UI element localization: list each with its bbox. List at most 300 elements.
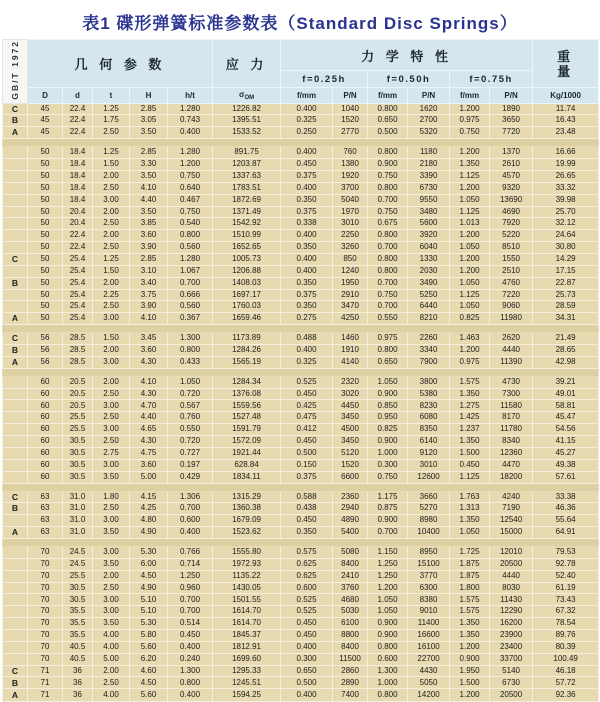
table-cell: 2.00 [93, 376, 130, 388]
table-cell: 0.400 [281, 641, 333, 653]
table-cell: 0.560 [168, 301, 213, 313]
table-cell: 0.467 [168, 194, 213, 206]
table-cell: 2.50 [93, 436, 130, 448]
table-cell: 4440 [490, 570, 533, 582]
table-cell: 4.10 [130, 182, 168, 194]
table-cell: 0.720 [168, 436, 213, 448]
table-cell: 1697.17 [213, 289, 281, 301]
table-cell: 4.65 [130, 424, 168, 436]
table-row [3, 665, 599, 677]
table-cell: 36 [63, 677, 93, 689]
table-row [3, 206, 599, 218]
series-marker: C [3, 333, 28, 345]
table-cell: 1380 [333, 159, 368, 171]
table-cell: 6.00 [130, 558, 168, 570]
table-cell: 2620 [490, 333, 533, 345]
table-cell: 25.4 [63, 265, 93, 277]
sigma-subscript: OM [244, 95, 255, 102]
table-cell: 35.5 [63, 606, 93, 618]
table-cell: 1.200 [450, 253, 490, 265]
table-cell: 1.350 [450, 630, 490, 642]
table-cell: 3.00 [93, 400, 130, 412]
table-cell: 0.450 [281, 630, 333, 642]
table-cell: 0.150 [281, 459, 333, 471]
col-H: H [130, 88, 168, 103]
table-cell: 1203.87 [213, 159, 281, 171]
series-marker [3, 582, 28, 594]
table-cell: 1.050 [450, 301, 490, 313]
table-cell: 3760 [333, 582, 368, 594]
table-cell: 1.313 [450, 503, 490, 515]
table-cell: 4470 [490, 459, 533, 471]
table-cell: 3.85 [130, 218, 168, 230]
table-cell: 7900 [408, 356, 450, 368]
table-cell: 1.000 [368, 677, 408, 689]
table-row [3, 547, 599, 559]
table-cell: 16600 [408, 630, 450, 642]
table-cell: 1.575 [450, 376, 490, 388]
table-cell: 2.50 [93, 582, 130, 594]
series-marker [3, 170, 28, 182]
table-cell: 1.425 [450, 412, 490, 424]
table-cell: 1594.25 [213, 689, 281, 701]
table-row [3, 103, 599, 115]
table-cell: 2180 [408, 159, 450, 171]
table-cell: 0.750 [168, 170, 213, 182]
table-cell: 1.350 [450, 618, 490, 630]
table-cell: 1.500 [450, 677, 490, 689]
table-cell: 0.760 [168, 412, 213, 424]
series-marker [3, 218, 28, 230]
table-cell: 1.50 [93, 333, 130, 345]
table-cell: 1.875 [450, 558, 490, 570]
table-cell: 628.84 [213, 459, 281, 471]
table-cell: 0.714 [168, 558, 213, 570]
table-cell: 1.575 [450, 594, 490, 606]
series-marker [3, 630, 28, 642]
table-cell: 0.450 [281, 436, 333, 448]
table-cell: 0.975 [368, 333, 408, 345]
table-row [3, 242, 599, 254]
table-cell: 0.240 [168, 653, 213, 665]
table-cell: 35.5 [63, 630, 93, 642]
table-cell: 49.38 [533, 459, 599, 471]
table-cell: 3.40 [130, 277, 168, 289]
table-cell: 3470 [333, 301, 368, 313]
table-cell: 3.60 [130, 230, 168, 242]
table-cell: 0.450 [450, 459, 490, 471]
table-cell: 31.0 [63, 515, 93, 527]
table-cell: 58.81 [533, 400, 599, 412]
table-cell: 1910 [333, 345, 368, 357]
table-cell: 4730 [490, 376, 533, 388]
table-cell: 1.50 [93, 265, 130, 277]
table-cell: 2.50 [93, 242, 130, 254]
table-cell: 45.47 [533, 412, 599, 424]
table-cell: 5050 [408, 677, 450, 689]
table-row [3, 301, 599, 313]
table-header [3, 40, 599, 104]
table-row [3, 253, 599, 265]
table-cell: 0.727 [168, 447, 213, 459]
table-cell: 4690 [490, 206, 533, 218]
table-cell: 1.125 [450, 471, 490, 483]
table-cell: 1614.70 [213, 606, 281, 618]
table-cell: 0.800 [368, 265, 408, 277]
table-cell: 1.125 [450, 170, 490, 182]
table-cell: 19.99 [533, 159, 599, 171]
table-cell: 15100 [408, 558, 450, 570]
table-cell: 7400 [333, 689, 368, 701]
table-cell: 8340 [490, 436, 533, 448]
table-cell: 1.250 [368, 558, 408, 570]
table-cell: 0.375 [281, 206, 333, 218]
series-marker [3, 194, 28, 206]
series-marker: A [3, 127, 28, 139]
table-cell: 0.800 [168, 345, 213, 357]
table-cell: 1.200 [168, 159, 213, 171]
table-cell: 1.125 [450, 289, 490, 301]
table-cell: 1620 [408, 103, 450, 115]
table-cell: 1.200 [450, 182, 490, 194]
table-cell: 60 [28, 459, 63, 471]
table-cell: 25.73 [533, 289, 599, 301]
table-cell: 0.450 [281, 618, 333, 630]
table-row [3, 147, 599, 159]
table-cell: 89.76 [533, 630, 599, 642]
table-cell: 28.5 [63, 356, 93, 368]
table-cell: 45.27 [533, 447, 599, 459]
table-cell: 0.350 [281, 277, 333, 289]
table-cell: 5380 [408, 388, 450, 400]
table-cell: 1.50 [93, 159, 130, 171]
table-cell: 0.400 [281, 103, 333, 115]
table-cell: 1890 [490, 103, 533, 115]
table-cell: 18.4 [63, 147, 93, 159]
series-marker [3, 558, 28, 570]
table-cell: 4.90 [130, 582, 168, 594]
table-cell: 25.4 [63, 301, 93, 313]
table-cell: 9120 [408, 447, 450, 459]
table-row [3, 127, 599, 139]
table-cell: 3770 [408, 570, 450, 582]
table-cell: 6040 [408, 242, 450, 254]
table-cell: 23.48 [533, 127, 599, 139]
table-cell: 0.540 [168, 218, 213, 230]
table-cell: 4.10 [130, 376, 168, 388]
table-cell: 31.0 [63, 491, 93, 503]
table-cell: 3020 [333, 388, 368, 400]
table-row [3, 630, 599, 642]
separator-row [3, 483, 599, 491]
table-cell: 1376.08 [213, 388, 281, 400]
table-cell: 1510.99 [213, 230, 281, 242]
table-cell: 30.80 [533, 242, 599, 254]
table-cell: 50 [28, 230, 63, 242]
table-cell: 1.250 [368, 570, 408, 582]
table-cell: 0.567 [168, 400, 213, 412]
table-row [3, 170, 599, 182]
table-cell: 6440 [408, 301, 450, 313]
table-cell: 0.640 [168, 182, 213, 194]
table-cell: 1206.88 [213, 265, 281, 277]
table-cell: 1.250 [168, 570, 213, 582]
series-marker: C [3, 103, 28, 115]
table-cell: 4.40 [130, 194, 168, 206]
table-cell: 1.200 [450, 689, 490, 701]
table-cell: 22.4 [63, 127, 93, 139]
header-weight [533, 40, 599, 88]
table-cell: 60 [28, 424, 63, 436]
series-marker [3, 388, 28, 400]
table-cell: 1.050 [168, 376, 213, 388]
series-marker: C [3, 253, 28, 265]
table-cell: 1.80 [93, 491, 130, 503]
table-row [3, 582, 599, 594]
table-cell: 0.900 [368, 618, 408, 630]
table-cell: 63 [28, 515, 63, 527]
table-cell: 54.56 [533, 424, 599, 436]
table-cell: 5.60 [130, 689, 168, 701]
table-cell: 850 [333, 253, 368, 265]
table-cell: 36 [63, 665, 93, 677]
table-cell: 50 [28, 277, 63, 289]
table-cell: 32.12 [533, 218, 599, 230]
table-cell: 8030 [490, 582, 533, 594]
table-cell: 46.18 [533, 665, 599, 677]
table-cell: 0.600 [281, 582, 333, 594]
table-cell: 1533.52 [213, 127, 281, 139]
series-marker [3, 641, 28, 653]
table-cell: 1315.29 [213, 491, 281, 503]
table-cell: 1.067 [168, 265, 213, 277]
table-cell: 6.20 [130, 653, 168, 665]
table-cell: 70 [28, 594, 63, 606]
table-cell: 4.75 [130, 447, 168, 459]
table-cell: 60 [28, 412, 63, 424]
table-row [3, 570, 599, 582]
table-cell: 0.525 [281, 606, 333, 618]
table-cell: 2770 [333, 127, 368, 139]
table-cell: 1523.62 [213, 527, 281, 539]
table-cell: 0.450 [168, 630, 213, 642]
table-cell: 1430.05 [213, 582, 281, 594]
table-cell: 0.650 [368, 115, 408, 127]
table-cell: 2940 [333, 503, 368, 515]
table-cell: 0.433 [168, 356, 213, 368]
table-cell: 92.36 [533, 689, 599, 701]
table-cell: 11580 [490, 400, 533, 412]
table-cell: 0.800 [368, 147, 408, 159]
table-cell: 24.5 [63, 558, 93, 570]
table-cell: 0.400 [168, 127, 213, 139]
table-cell: 1760.03 [213, 301, 281, 313]
table-cell: 5.30 [130, 618, 168, 630]
table-cell: 4.00 [93, 641, 130, 653]
table-cell: 13690 [490, 194, 533, 206]
table-cell: 50 [28, 182, 63, 194]
table-cell: 4.50 [130, 677, 168, 689]
table-cell: 16.66 [533, 147, 599, 159]
table-cell: 22700 [408, 653, 450, 665]
table-cell: 2700 [408, 115, 450, 127]
table-cell: 4.90 [130, 527, 168, 539]
series-marker [3, 265, 28, 277]
table-cell: 16.43 [533, 115, 599, 127]
table-cell: 1.050 [368, 606, 408, 618]
table-cell: 39.21 [533, 376, 599, 388]
table-cell: 2.50 [93, 127, 130, 139]
table-cell: 1.875 [450, 570, 490, 582]
table-cell: 0.400 [281, 147, 333, 159]
table-cell: 50 [28, 170, 63, 182]
series-marker [3, 447, 28, 459]
table-cell: 0.900 [368, 515, 408, 527]
table-cell: 6080 [408, 412, 450, 424]
table-cell: 1.237 [450, 424, 490, 436]
table-cell: 25.5 [63, 412, 93, 424]
table-cell: 0.700 [168, 606, 213, 618]
table-cell: 21.49 [533, 333, 599, 345]
table-cell: 20500 [490, 558, 533, 570]
table-cell: 0.975 [450, 356, 490, 368]
header-stress: 应 力 [213, 40, 281, 88]
table-cell: 5.00 [93, 653, 130, 665]
table-cell: 2.00 [93, 170, 130, 182]
series-marker [3, 653, 28, 665]
table-row [3, 376, 599, 388]
series-marker [3, 230, 28, 242]
table-cell: 0.450 [281, 388, 333, 400]
table-cell: 1.050 [368, 376, 408, 388]
table-cell: 11400 [408, 618, 450, 630]
table-cell: 2260 [408, 333, 450, 345]
table-cell: 0.750 [368, 206, 408, 218]
table-cell: 12540 [490, 515, 533, 527]
table-cell: 0.550 [368, 313, 408, 325]
table-cell: 4.00 [93, 630, 130, 642]
table-cell: 4.50 [130, 570, 168, 582]
table-cell: 0.700 [168, 277, 213, 289]
table-cell: 3660 [408, 491, 450, 503]
table-row [3, 388, 599, 400]
table-cell: 0.700 [368, 301, 408, 313]
table-cell: 0.800 [168, 230, 213, 242]
table-cell: 3.45 [130, 333, 168, 345]
table-cell: 3450 [333, 412, 368, 424]
table-cell: 9010 [408, 606, 450, 618]
table-cell: 0.650 [368, 356, 408, 368]
table-cell: 31.0 [63, 503, 93, 515]
table-cell: 1005.73 [213, 253, 281, 265]
table-cell: 50 [28, 242, 63, 254]
table-cell: 5.10 [130, 606, 168, 618]
table-cell: 18.4 [63, 159, 93, 171]
table-cell: 3.00 [93, 194, 130, 206]
series-marker: B [3, 277, 28, 289]
table-cell: 0.500 [281, 447, 333, 459]
table-cell: 0.375 [281, 289, 333, 301]
table-row [3, 436, 599, 448]
table-cell: 4250 [333, 313, 368, 325]
table-cell: 1245.51 [213, 677, 281, 689]
table-cell: 1.200 [450, 641, 490, 653]
table-cell: 2.50 [93, 182, 130, 194]
series-marker [3, 376, 28, 388]
table-cell: 0.800 [368, 230, 408, 242]
table-cell: 11980 [490, 313, 533, 325]
table-cell: 3.00 [93, 606, 130, 618]
table-cell: 63 [28, 491, 63, 503]
table-cell: 6730 [490, 677, 533, 689]
series-marker [3, 436, 28, 448]
table-cell: 70 [28, 618, 63, 630]
table-cell: 1395.51 [213, 115, 281, 127]
table-cell: 23400 [490, 641, 533, 653]
table-cell: 70 [28, 582, 63, 594]
table-cell: 5140 [490, 665, 533, 677]
table-cell: 64.91 [533, 527, 599, 539]
series-marker: A [3, 313, 28, 325]
table-cell: 11780 [490, 424, 533, 436]
table-cell: 11.74 [533, 103, 599, 115]
series-marker: A [3, 356, 28, 368]
table-cell: 0.400 [281, 230, 333, 242]
table-cell: 0.412 [281, 424, 333, 436]
table-cell: 50 [28, 147, 63, 159]
table-cell: 1.000 [368, 447, 408, 459]
table-cell: 3.10 [130, 265, 168, 277]
table-cell: 4.80 [130, 515, 168, 527]
table-cell: 0.825 [450, 313, 490, 325]
table-cell: 3260 [333, 242, 368, 254]
table-row [3, 459, 599, 471]
table-cell: 0.600 [368, 653, 408, 665]
table-cell: 3.50 [130, 127, 168, 139]
table-cell: 0.800 [368, 345, 408, 357]
table-cell: 1921.44 [213, 447, 281, 459]
table-cell: 7920 [490, 218, 533, 230]
table-cell: 4140 [333, 356, 368, 368]
table-cell: 1240 [333, 265, 368, 277]
table-cell: 5.10 [130, 594, 168, 606]
table-row [3, 527, 599, 539]
table-cell: 0.375 [281, 471, 333, 483]
table-cell: 25.4 [63, 253, 93, 265]
table-cell: 0.325 [281, 356, 333, 368]
table-cell: 4.15 [130, 491, 168, 503]
table-row [3, 677, 599, 689]
table-cell: 20.5 [63, 388, 93, 400]
table-cell: 0.750 [450, 127, 490, 139]
table-cell: 20500 [490, 689, 533, 701]
table-cell: 22.4 [63, 115, 93, 127]
table-cell: 40.5 [63, 641, 93, 653]
table-row [3, 400, 599, 412]
table-cell: 1520 [333, 115, 368, 127]
table-cell: 67.32 [533, 606, 599, 618]
table-cell: 0.800 [368, 182, 408, 194]
table-cell: 1135.22 [213, 570, 281, 582]
table-cell: 3.00 [93, 547, 130, 559]
table-cell: 8800 [333, 630, 368, 642]
table-cell: 1.200 [368, 582, 408, 594]
table-cell: 7190 [490, 503, 533, 515]
table-body [3, 103, 599, 701]
table-cell: 0.625 [281, 570, 333, 582]
table-cell: 4440 [490, 345, 533, 357]
table-cell: 60 [28, 388, 63, 400]
